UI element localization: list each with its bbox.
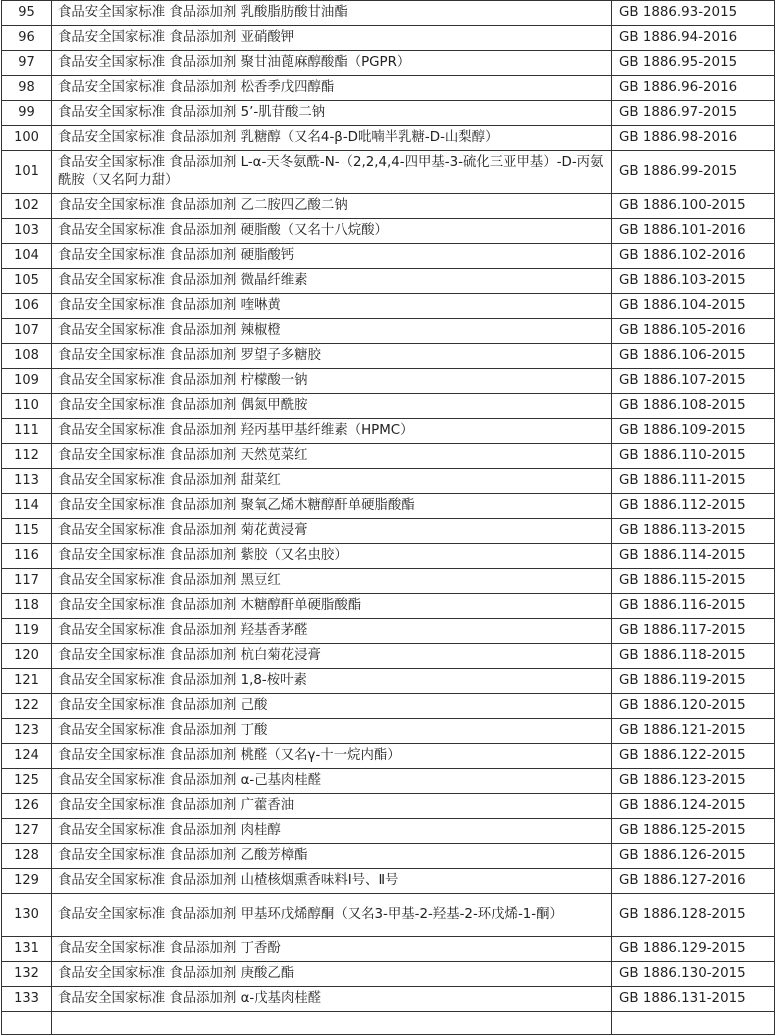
standard-code: GB 1886.131-2015 (612, 987, 775, 1012)
standard-title: 食品安全国家标准 食品添加剂 杭白菊花浸膏 (52, 644, 612, 669)
row-number: 121 (2, 669, 52, 694)
standard-title: 食品安全国家标准 食品添加剂 天然苋菜红 (52, 444, 612, 469)
row-number: 102 (2, 194, 52, 219)
row-number: 108 (2, 344, 52, 369)
row-number: 96 (2, 26, 52, 51)
table-row (2, 469, 775, 494)
standards-table-body (2, 1, 775, 1035)
row-number: 110 (2, 394, 52, 419)
standard-code: GB 1886.113-2015 (612, 519, 775, 544)
standard-title: 食品安全国家标准 食品添加剂 罗望子多糖胶 (52, 344, 612, 369)
table-row (2, 494, 775, 519)
standard-code: GB 1886.104-2015 (612, 294, 775, 319)
standard-title: 食品安全国家标准 食品添加剂 桃醛（又名γ-十一烷内酯） (52, 744, 612, 769)
row-number: 109 (2, 369, 52, 394)
table-row (2, 126, 775, 151)
standard-code: GB 1886.93-2015 (612, 1, 775, 26)
table-row (2, 194, 775, 219)
table-row (2, 962, 775, 987)
row-number: 104 (2, 244, 52, 269)
standard-title: 食品安全国家标准 食品添加剂 山楂核烟熏香味料Ⅰ号、Ⅱ号 (52, 869, 612, 894)
standard-code: GB 1886.119-2015 (612, 669, 775, 694)
standard-title: 食品安全国家标准 食品添加剂 柠檬酸一钠 (52, 369, 612, 394)
table-row (2, 519, 775, 544)
standard-title: 食品安全国家标准 食品添加剂 丁酸 (52, 719, 612, 744)
table-row (2, 1, 775, 26)
row-number: 98 (2, 76, 52, 101)
row-number: 117 (2, 569, 52, 594)
table-row (2, 769, 775, 794)
standard-title: 食品安全国家标准 食品添加剂 辣椒橙 (52, 319, 612, 344)
table-row (2, 819, 775, 844)
row-number: 106 (2, 294, 52, 319)
standard-title: 食品安全国家标准 食品添加剂 L-α-天冬氨酰-N-（2,2,4,4-四甲基-3-硫化三亚甲基）-D-丙氨酰胺（又名阿力甜） (52, 151, 612, 194)
table-row (2, 569, 775, 594)
standard-code: GB 1886.98-2016 (612, 126, 775, 151)
table-row (2, 619, 775, 644)
table-row (2, 151, 775, 194)
table-row (2, 394, 775, 419)
standard-code: GB 1886.105-2016 (612, 319, 775, 344)
standard-code: GB 1886.107-2015 (612, 369, 775, 394)
standard-code: GB 1886.120-2015 (612, 694, 775, 719)
standard-title: 食品安全国家标准 食品添加剂 丁香酚 (52, 937, 612, 962)
standard-code: GB 1886.115-2015 (612, 569, 775, 594)
standard-title: 食品安全国家标准 食品添加剂 微晶纤维素 (52, 269, 612, 294)
row-number: 118 (2, 594, 52, 619)
row-number: 125 (2, 769, 52, 794)
table-row (2, 294, 775, 319)
standard-code: GB 1886.129-2015 (612, 937, 775, 962)
standard-title: 食品安全国家标准 食品添加剂 硬脂酸钙 (52, 244, 612, 269)
table-row (2, 987, 775, 1012)
table-row (2, 544, 775, 569)
standard-code: GB 1886.124-2015 (612, 794, 775, 819)
standard-title: 食品安全国家标准 食品添加剂 广藿香油 (52, 794, 612, 819)
table-row (2, 669, 775, 694)
table-row (2, 694, 775, 719)
empty-cell (2, 1012, 52, 1035)
table-row-cutoff (2, 1012, 775, 1035)
standard-title: 食品安全国家标准 食品添加剂 乳糖醇（又名4-β-D吡喃半乳糖-D-山梨醇） (52, 126, 612, 151)
table-row (2, 319, 775, 344)
standard-code: GB 1886.122-2015 (612, 744, 775, 769)
row-number: 114 (2, 494, 52, 519)
table-row (2, 844, 775, 869)
standard-code: GB 1886.123-2015 (612, 769, 775, 794)
standard-title: 食品安全国家标准 食品添加剂 紫胶（又名虫胶） (52, 544, 612, 569)
table-row (2, 894, 775, 937)
row-number: 100 (2, 126, 52, 151)
row-number: 111 (2, 419, 52, 444)
table-row (2, 369, 775, 394)
standard-title: 食品安全国家标准 食品添加剂 己酸 (52, 694, 612, 719)
row-number: 105 (2, 269, 52, 294)
standard-code: GB 1886.126-2015 (612, 844, 775, 869)
standard-code: GB 1886.114-2015 (612, 544, 775, 569)
table-row (2, 594, 775, 619)
standard-code: GB 1886.112-2015 (612, 494, 775, 519)
table-row (2, 937, 775, 962)
table-row (2, 101, 775, 126)
empty-cell (612, 1012, 775, 1035)
standard-title: 食品安全国家标准 食品添加剂 α-己基肉桂醛 (52, 769, 612, 794)
standard-title: 食品安全国家标准 食品添加剂 甜菜红 (52, 469, 612, 494)
row-number: 124 (2, 744, 52, 769)
standard-code: GB 1886.128-2015 (612, 894, 775, 937)
table-row (2, 869, 775, 894)
standard-code: GB 1886.100-2015 (612, 194, 775, 219)
row-number: 113 (2, 469, 52, 494)
standard-title: 食品安全国家标准 食品添加剂 庚酸乙酯 (52, 962, 612, 987)
table-row (2, 26, 775, 51)
standard-title: 食品安全国家标准 食品添加剂 α-戊基肉桂醛 (52, 987, 612, 1012)
standard-code: GB 1886.99-2015 (612, 151, 775, 194)
row-number: 107 (2, 319, 52, 344)
standard-code: GB 1886.102-2016 (612, 244, 775, 269)
row-number: 99 (2, 101, 52, 126)
standard-title: 食品安全国家标准 食品添加剂 聚氧乙烯木糖醇酐单硬脂酸酯 (52, 494, 612, 519)
standard-title: 食品安全国家标准 食品添加剂 乙二胺四乙酸二钠 (52, 194, 612, 219)
standard-title: 食品安全国家标准 食品添加剂 喹啉黄 (52, 294, 612, 319)
standard-title: 食品安全国家标准 食品添加剂 菊花黄浸膏 (52, 519, 612, 544)
table-row (2, 219, 775, 244)
table-row (2, 719, 775, 744)
standard-code: GB 1886.130-2015 (612, 962, 775, 987)
standard-code: GB 1886.95-2015 (612, 51, 775, 76)
table-row (2, 419, 775, 444)
table-row (2, 344, 775, 369)
table-row (2, 444, 775, 469)
standard-code: GB 1886.110-2015 (612, 444, 775, 469)
table-row (2, 244, 775, 269)
standard-title: 食品安全国家标准 食品添加剂 亚硝酸钾 (52, 26, 612, 51)
standard-code: GB 1886.106-2015 (612, 344, 775, 369)
standard-title: 食品安全国家标准 食品添加剂 乳酸脂肪酸甘油酯 (52, 1, 612, 26)
standard-code: GB 1886.127-2016 (612, 869, 775, 894)
empty-cell (52, 1012, 612, 1035)
standard-code: GB 1886.94-2016 (612, 26, 775, 51)
standard-title: 食品安全国家标准 食品添加剂 木糖醇酐单硬脂酸酯 (52, 594, 612, 619)
row-number: 115 (2, 519, 52, 544)
table-row (2, 794, 775, 819)
standard-code: GB 1886.117-2015 (612, 619, 775, 644)
row-number: 126 (2, 794, 52, 819)
row-number: 116 (2, 544, 52, 569)
table-row (2, 51, 775, 76)
standard-code: GB 1886.121-2015 (612, 719, 775, 744)
table-row (2, 76, 775, 101)
row-number: 132 (2, 962, 52, 987)
standard-title: 食品安全国家标准 食品添加剂 1,8-桉叶素 (52, 669, 612, 694)
standard-code: GB 1886.101-2016 (612, 219, 775, 244)
standard-code: GB 1886.96-2016 (612, 76, 775, 101)
standard-code: GB 1886.125-2015 (612, 819, 775, 844)
standard-title: 食品安全国家标准 食品添加剂 甲基环戊烯醇酮（又名3-甲基-2-羟基-2-环戊烯-1-酮） (52, 894, 612, 937)
row-number: 122 (2, 694, 52, 719)
standard-title: 食品安全国家标准 食品添加剂 羟基香茅醛 (52, 619, 612, 644)
row-number: 130 (2, 894, 52, 937)
standard-code: GB 1886.118-2015 (612, 644, 775, 669)
row-number: 101 (2, 151, 52, 194)
standard-code: GB 1886.97-2015 (612, 101, 775, 126)
row-number: 128 (2, 844, 52, 869)
standard-title: 食品安全国家标准 食品添加剂 聚甘油蓖麻醇酸酯（PGPR） (52, 51, 612, 76)
table-row (2, 744, 775, 769)
standard-code: GB 1886.109-2015 (612, 419, 775, 444)
standard-code: GB 1886.103-2015 (612, 269, 775, 294)
row-number: 131 (2, 937, 52, 962)
standard-title: 食品安全国家标准 食品添加剂 黑豆红 (52, 569, 612, 594)
row-number: 127 (2, 819, 52, 844)
table-row (2, 644, 775, 669)
row-number: 103 (2, 219, 52, 244)
row-number: 112 (2, 444, 52, 469)
standard-title: 食品安全国家标准 食品添加剂 5’-肌苷酸二钠 (52, 101, 612, 126)
table-row (2, 269, 775, 294)
standard-code: GB 1886.108-2015 (612, 394, 775, 419)
standard-title: 食品安全国家标准 食品添加剂 偶氮甲酰胺 (52, 394, 612, 419)
standard-title: 食品安全国家标准 食品添加剂 羟丙基甲基纤维素（HPMC） (52, 419, 612, 444)
row-number: 97 (2, 51, 52, 76)
standards-table (1, 0, 775, 1035)
row-number: 119 (2, 619, 52, 644)
row-number: 133 (2, 987, 52, 1012)
standard-code: GB 1886.116-2015 (612, 594, 775, 619)
row-number: 95 (2, 1, 52, 26)
standard-title: 食品安全国家标准 食品添加剂 硬脂酸（又名十八烷酸） (52, 219, 612, 244)
row-number: 123 (2, 719, 52, 744)
row-number: 120 (2, 644, 52, 669)
standard-title: 食品安全国家标准 食品添加剂 松香季戊四醇酯 (52, 76, 612, 101)
standard-title: 食品安全国家标准 食品添加剂 乙酸芳樟酯 (52, 844, 612, 869)
row-number: 129 (2, 869, 52, 894)
standard-title: 食品安全国家标准 食品添加剂 肉桂醇 (52, 819, 612, 844)
standard-code: GB 1886.111-2015 (612, 469, 775, 494)
